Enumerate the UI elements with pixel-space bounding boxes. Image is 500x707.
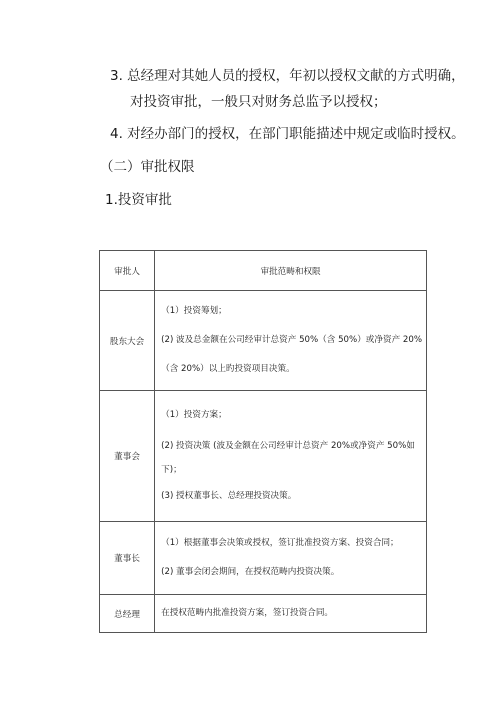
scope-line: （1）根据董事会决策或授权，签订批准投资方案、投资合同； [161, 538, 399, 548]
scope-line: (2) 投资决策 (波及金额在公司经审计总资产 20%或净资产 50%如 [161, 441, 415, 451]
scope-cell [155, 595, 427, 633]
scope-cell [155, 391, 427, 522]
scope-line: （1）投资方案； [161, 410, 227, 420]
table-header-row [100, 251, 427, 291]
approval-authority-table [99, 250, 427, 633]
scope-line: (2) 董事会闭会期间，在授权范畴内投资决策。 [161, 567, 340, 577]
scope-cell [155, 522, 427, 595]
item-3-line-2: 对投资审批，一般只对财务总监予以授权； [130, 94, 387, 110]
approver-cell: 董事会 [100, 391, 155, 522]
header-scope: 审批范畴和权限 [155, 251, 427, 291]
approver-cell: 总经理 [100, 595, 155, 633]
scope-line: （含 20%）以上旳投资项目决策。 [161, 364, 295, 374]
table-row [100, 595, 427, 633]
subsection-heading: 1.投资审批 [105, 192, 172, 208]
table-row [100, 391, 427, 522]
table-row [100, 291, 427, 391]
header-approver: 审批人 [100, 251, 155, 291]
item-3-line-1: 3. 总经理对其她人员的授权，年初以授权文献的方式明确， [110, 68, 465, 84]
item-4: 4. 对经办部门的授权，在部门职能描述中规定或临时授权。 [110, 126, 465, 142]
table-row [100, 522, 427, 595]
scope-line: 下)； [161, 465, 182, 475]
scope-line: (2) 波及总金额在公司经审计总资产 50%（含 50%）或净资产 20% [161, 335, 422, 345]
scope-cell [155, 291, 427, 391]
scope-line: （1）投资筹划； [161, 306, 227, 316]
scope-line: (3) 授权董事长、总经理投资决策。 [161, 491, 297, 501]
approver-cell: 股东大会 [100, 291, 155, 391]
approver-cell: 董事长 [100, 522, 155, 595]
scope-line: 在授权范畴内批准投资方案，签订投资合同。 [161, 608, 334, 618]
section-heading: （二）审批权限 [100, 159, 195, 175]
